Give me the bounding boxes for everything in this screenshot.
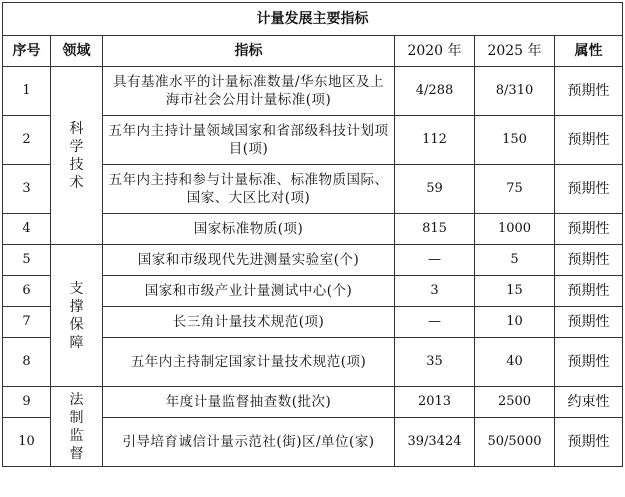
row-2025: 2500 <box>475 387 555 418</box>
header-2025: 2025 年 <box>475 36 555 67</box>
row-attribute: 预期性 <box>555 245 623 276</box>
header-domain: 领域 <box>51 36 103 67</box>
row-attribute: 预期性 <box>555 116 623 165</box>
row-attribute: 预期性 <box>555 418 623 467</box>
row-2025: 150 <box>475 116 555 165</box>
row-indicator: 年度计量监督抽查数(批次) <box>103 387 395 418</box>
header-indicator: 指标 <box>103 36 395 67</box>
table-title: 计量发展主要指标 <box>3 3 623 36</box>
row-no: 6 <box>3 276 51 307</box>
row-2025: 5 <box>475 245 555 276</box>
row-2025: 8/310 <box>475 67 555 116</box>
row-indicator: 国家和市级现代先进测量实验室(个) <box>103 245 395 276</box>
row-2020: 2013 <box>395 387 475 418</box>
row-2025: 10 <box>475 307 555 338</box>
row-2025: 75 <box>475 165 555 214</box>
row-2020: 35 <box>395 338 475 387</box>
row-indicator: 五年内主持制定国家计量技术规范(项) <box>103 338 395 387</box>
row-indicator: 国家和市级产业计量测试中心(个) <box>103 276 395 307</box>
row-2020: — <box>395 307 475 338</box>
row-no: 8 <box>3 338 51 387</box>
row-indicator: 具有基准水平的计量标准数量/华东地区及上海市社会公用计量标准(项) <box>103 67 395 116</box>
row-no: 5 <box>3 245 51 276</box>
header-attribute: 属性 <box>555 36 623 67</box>
header-2020: 2020 年 <box>395 36 475 67</box>
row-indicator: 引导培育诚信计量示范社(街)区/单位(家) <box>103 418 395 467</box>
row-indicator: 长三角计量技术规范(项) <box>103 307 395 338</box>
row-attribute: 预期性 <box>555 67 623 116</box>
row-2025: 1000 <box>475 214 555 245</box>
row-2020: — <box>395 245 475 276</box>
indicators-table <box>2 2 623 467</box>
row-2020: 59 <box>395 165 475 214</box>
table-row <box>3 67 623 116</box>
row-2025: 15 <box>475 276 555 307</box>
row-attribute: 预期性 <box>555 214 623 245</box>
row-no: 1 <box>3 67 51 116</box>
row-attribute: 预期性 <box>555 307 623 338</box>
row-no: 3 <box>3 165 51 214</box>
domain-legal-supervision: 法制监督 <box>51 387 103 467</box>
row-2020: 112 <box>395 116 475 165</box>
table-row <box>3 245 623 276</box>
table-row <box>3 387 623 418</box>
row-attribute: 预期性 <box>555 276 623 307</box>
row-2025: 50/5000 <box>475 418 555 467</box>
row-2020: 3 <box>395 276 475 307</box>
row-no: 10 <box>3 418 51 467</box>
row-attribute: 预期性 <box>555 165 623 214</box>
row-attribute: 预期性 <box>555 338 623 387</box>
header-no: 序号 <box>3 36 51 67</box>
row-2025: 40 <box>475 338 555 387</box>
row-attribute: 约束性 <box>555 387 623 418</box>
row-no: 4 <box>3 214 51 245</box>
row-no: 9 <box>3 387 51 418</box>
row-indicator: 国家标准物质(项) <box>103 214 395 245</box>
domain-support: 支撑保障 <box>51 245 103 387</box>
row-indicator: 五年内主持和参与计量标准、标准物质国际、国家、大区比对(项) <box>103 165 395 214</box>
row-no: 7 <box>3 307 51 338</box>
row-2020: 4/288 <box>395 67 475 116</box>
row-indicator: 五年内主持计量领域国家和省部级科技计划项目(项) <box>103 116 395 165</box>
row-2020: 39/3424 <box>395 418 475 467</box>
row-no: 2 <box>3 116 51 165</box>
row-2020: 815 <box>395 214 475 245</box>
domain-science-technology: 科学技术 <box>51 67 103 245</box>
header-row <box>3 36 623 67</box>
